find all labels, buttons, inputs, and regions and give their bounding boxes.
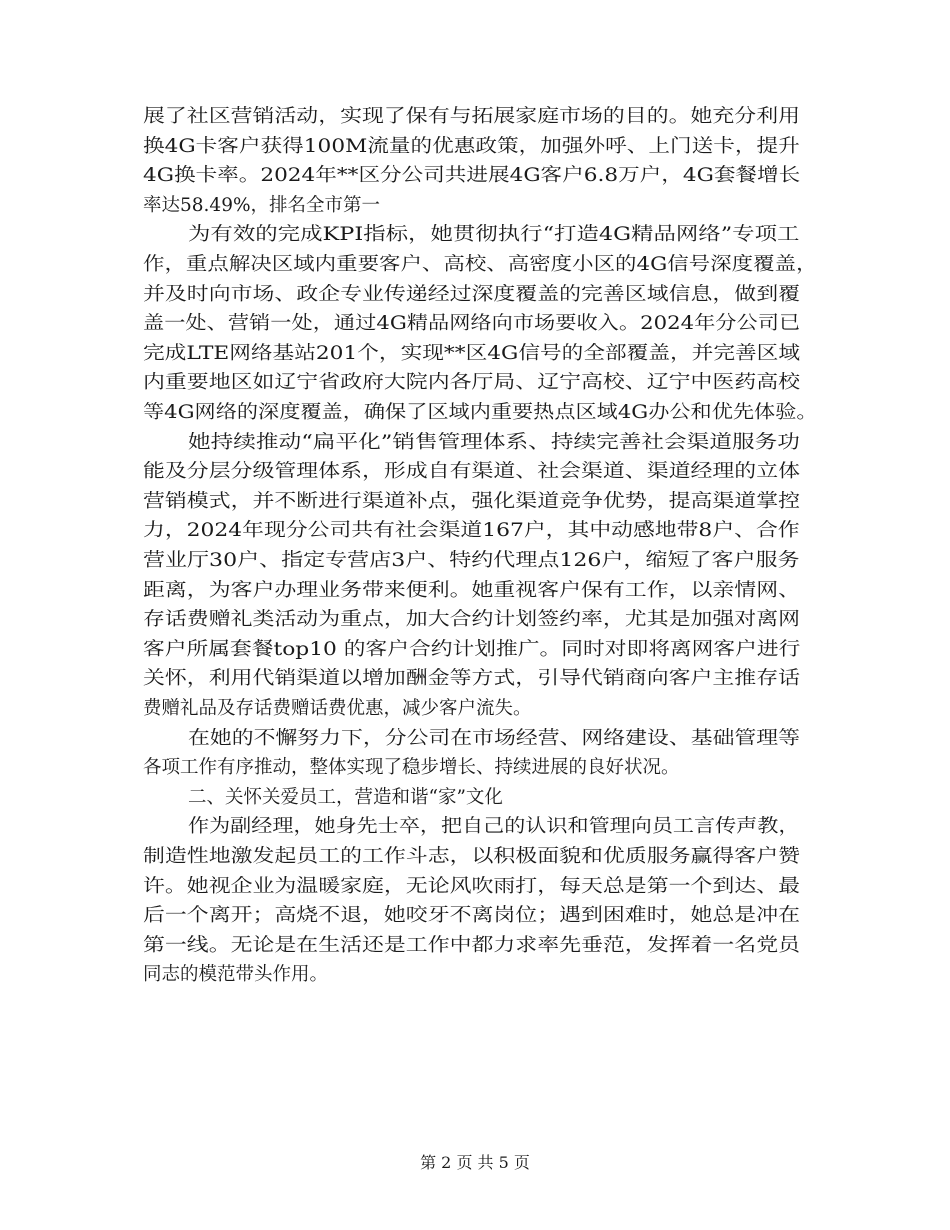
text-line: 能及分层分级管理体系，形成自有渠道、社会渠道、渠道经理的立体 bbox=[143, 461, 801, 483]
text-line: 许。她视企业为温暖家庭，无论风吹雨打，每天总是第一个到达、最 bbox=[143, 875, 801, 897]
text-line: 距离，为客户办理业务带来便利。她重视客户保有工作，以亲情网、 bbox=[143, 579, 801, 601]
text-line: 存话费赠礼类活动为重点，加大合约计划签约率，尤其是加强对离网 bbox=[143, 609, 801, 631]
text-line: 力，2024年现分公司共有社会渠道167户，其中动感地带8户、合作 bbox=[143, 520, 800, 542]
text-line: 各项工作有序推动，整体实现了稳步增长、持续进展的良好状况。 bbox=[143, 757, 680, 779]
text-line: 完成LTE网络基站201个，实现**区4G信号的全部覆盖，并完善区域 bbox=[143, 342, 800, 364]
text-line: 在她的不懈努力下，分公司在市场经营、网络建设、基础管理等 bbox=[188, 727, 801, 749]
text-line: 等4G网络的深度覆盖，确保了区域内重要热点区域4G办公和优先体验。 bbox=[143, 402, 818, 423]
text-line: 作为副经理，她身先士卒，把自己的认识和管理向员工言传声教， bbox=[188, 816, 800, 838]
text-line: 内重要地区如辽宁省政府大院内各厅局、辽宁高校、辽宁中医药高校 bbox=[143, 372, 801, 394]
text-line: 同志的模范带头作用。 bbox=[143, 964, 329, 986]
section-heading: 二、关怀关爱员工，营造和谐“家”文化 bbox=[188, 786, 503, 808]
page-footer: 第 2 页 共 5 页 bbox=[420, 1153, 530, 1172]
text-line: 制造性地激发起员工的工作斗志，以积极面貌和优质服务赢得客户赞 bbox=[143, 846, 801, 867]
text-line: 第一线。无论是在生活还是工作中都力求率先垂范，发挥着一名党员 bbox=[143, 934, 801, 956]
text-line: 营业厅30户、指定专营店3户、特约代理点126户，缩短了客户服务 bbox=[143, 550, 800, 571]
text-line: 4G换卡率。2024年**区分公司共进展4G客户6.8万户，4G套餐增长 bbox=[143, 165, 801, 187]
text-line: 关怀，利用代销渠道以增加酬金等方式，引导代销商向客户主推存话 bbox=[143, 668, 801, 690]
text-line: 率达58.49%，排名全市第一 bbox=[143, 194, 381, 216]
text-line: 换4G卡客户获得100M流量的优惠政策，加强外呼、上门送卡，提升 bbox=[143, 135, 800, 157]
text-line: 作，重点解决区域内重要客户、高校、高密度小区的4G信号深度覆盖， bbox=[143, 254, 818, 275]
text-line: 盖一处、营销一处，通过4G精品网络向市场要收入。2024年分公司已 bbox=[143, 313, 801, 335]
text-line: 营销模式，并不断进行渠道补点，强化渠道竞争优势，提高渠道掌控 bbox=[143, 490, 801, 512]
text-line: 客户所属套餐top10 的客户合约计划推广。同时对即将离网客户进行 bbox=[143, 638, 801, 660]
text-line: 并及时向市场、政企专业传递经过深度覆盖的完善区域信息，做到覆 bbox=[143, 283, 801, 305]
text-line: 费赠礼品及存话费赠话费优惠，减少客户流失。 bbox=[143, 698, 532, 719]
text-line: 她持续推动“扁平化”销售管理体系、持续完善社会渠道服务功 bbox=[188, 431, 800, 453]
text-line: 展了社区营销活动，实现了保有与拓展家庭市场的目的。她充分利用 bbox=[143, 106, 801, 127]
text-line: 后一个离开；高烧不退，她咬牙不离岗位；遇到困难时，她总是冲在 bbox=[143, 905, 801, 927]
text-line: 为有效的完成KPI指标，她贯彻执行“打造4G精品网络”专项工 bbox=[188, 224, 800, 246]
